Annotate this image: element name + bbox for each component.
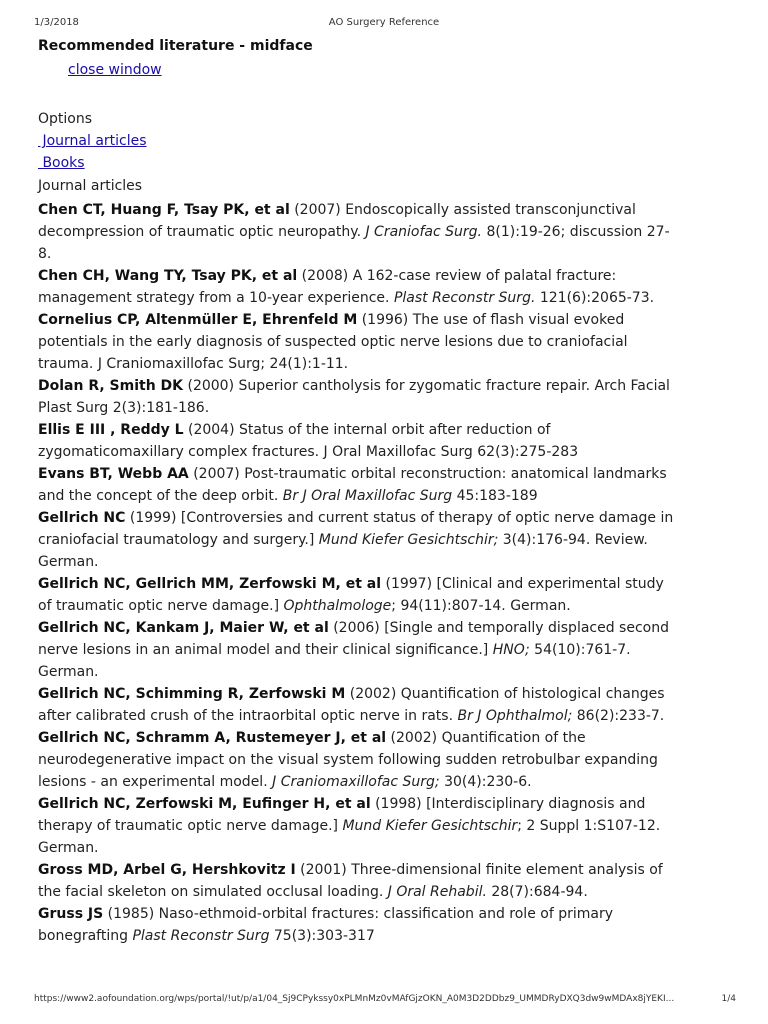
reference-authors: Gellrich NC, Schimming R, Zerfowski M (38, 686, 346, 702)
reference-authors: Gellrich NC (38, 510, 126, 526)
page-number: 1/4 (721, 994, 736, 1004)
reference-text: (2006) [Single and temporally displaced second nerve lesions in an animal model and their clinical significance.] (38, 620, 669, 658)
reference-item (38, 507, 680, 573)
reference-text: (2004) Status of the internal orbit after reduction of zygomaticomaxillary complex fractures. J Oral Maxillofac Surg 62(3):275-283 (38, 422, 579, 460)
reference-text: (1999) [Controversies and current status of therapy of optic nerve damage in craniofacial traumatology and surgery.] (38, 510, 674, 548)
reference-item (38, 617, 680, 683)
reference-authors: Chen CT, Huang F, Tsay PK, et al (38, 202, 290, 218)
reference-journal: J Craniomaxillofac Surg; (272, 774, 440, 790)
reference-item (38, 265, 680, 309)
reference-citation: 8(1):19-26; discussion 27-8. (38, 224, 670, 262)
reference-text: (2007) Post-traumatic orbital reconstruction: anatomical landmarks and the concept of the deep orbit. (38, 466, 667, 504)
journal-articles-link[interactable]: Journal articles (38, 133, 147, 149)
books-link[interactable]: Books (38, 155, 85, 171)
reference-item (38, 419, 680, 463)
reference-authors: Gruss JS (38, 906, 104, 922)
reference-journal: Mund Kiefer Gesichtschir (342, 818, 518, 834)
reference-citation: 3(4):176-94. Review. German. (38, 532, 648, 570)
reference-journal: Plast Reconstr Surg. (393, 290, 536, 306)
print-footer-url: https://www2.aofoundation.org/wps/portal/!ut/p/a1/04_Sj9CPykssy0xPLMnMz0vMAfGjzOKN_A0M3D2DDbz9_UMMDRyDXQ3dw9wMDAx8jYEKI... (34, 994, 675, 1004)
reference-journal: Br J Oral Maxillofac Surg (282, 488, 453, 504)
reference-text: (2007) Endoscopically assisted transconjunctival decompression of traumatic optic neuropathy. (38, 202, 636, 240)
print-header-title: AO Surgery Reference (328, 17, 440, 28)
print-date: 1/3/2018 (34, 17, 79, 28)
reference-item (38, 199, 680, 265)
reference-authors: Gross MD, Arbel G, Hershkovitz I (38, 862, 296, 878)
reference-text: (2000) Superior cantholysis for zygomatic fracture repair. Arch Facial Plast Surg 2(3):181-186. (38, 378, 670, 416)
reference-citation: 28(7):684-94. (486, 884, 588, 900)
reference-citation: 30(4):230-6. (439, 774, 532, 790)
reference-list (38, 199, 680, 947)
reference-authors: Chen CH, Wang TY, Tsay PK, et al (38, 268, 298, 284)
reference-citation: ; 94(11):807-14. German. (391, 598, 571, 614)
reference-item (38, 573, 680, 617)
page-title: Recommended literature - midface (38, 38, 313, 54)
options-label: Options (38, 111, 93, 127)
reference-citation: 75(3):303-317 (269, 928, 375, 944)
reference-authors: Gellrich NC, Kankam J, Maier W, et al (38, 620, 329, 636)
reference-journal: J Craniofac Surg. (365, 224, 482, 240)
section-heading: Journal articles (38, 178, 143, 194)
reference-authors: Gellrich NC, Schramm A, Rustemeyer J, et al (38, 730, 387, 746)
reference-authors: Cornelius CP, Altenmüller E, Ehrenfeld M (38, 312, 358, 328)
reference-item (38, 859, 680, 903)
reference-item (38, 463, 680, 507)
reference-item (38, 903, 680, 947)
reference-citation: 121(6):2065-73. (535, 290, 655, 306)
reference-citation: 45:183-189 (452, 488, 538, 504)
reference-text: (1997) [Clinical and experimental study of traumatic optic nerve damage.] (38, 576, 664, 614)
reference-authors: Gellrich NC, Gellrich MM, Zerfowski M, et al (38, 576, 382, 592)
reference-text: (2002) Quantification of the neurodegenerative impact on the visual system following sudden retrobulbar expanding lesions - an experimental model. (38, 730, 658, 790)
reference-citation: 86(2):233-7. (572, 708, 665, 724)
reference-journal: HNO; (492, 642, 530, 658)
reference-item (38, 309, 680, 375)
reference-item (38, 793, 680, 859)
reference-item (38, 727, 680, 793)
reference-citation: 54(10):761-7. German. (38, 642, 631, 680)
reference-journal: Ophthalmologe (283, 598, 392, 614)
reference-journal: J Oral Rehabil. (387, 884, 487, 900)
reference-text: (1998) [Interdisciplinary diagnosis and therapy of traumatic optic nerve damage.] (38, 796, 646, 834)
reference-authors: Evans BT, Webb AA (38, 466, 189, 482)
reference-journal: Plast Reconstr Surg (132, 928, 270, 944)
reference-text: (1985) Naso-ethmoid-orbital fractures: classification and role of primary bonegrafting (38, 906, 613, 944)
reference-item (38, 375, 680, 419)
close-window-link[interactable]: close window (68, 62, 162, 78)
reference-journal: Br J Ophthalmol; (457, 708, 573, 724)
reference-item (38, 683, 680, 727)
reference-journal: Mund Kiefer Gesichtschir; (318, 532, 499, 548)
reference-citation: ; 2 Suppl 1:S107-12. German. (38, 818, 661, 856)
reference-text: (2001) Three-dimensional finite element analysis of the facial skeleton on simulated occlusal loading. (38, 862, 663, 900)
reference-text: (2002) Quantification of histological changes after calibrated crush of the intraorbital optic nerve in rats. (38, 686, 665, 724)
reference-authors: Dolan R, Smith DK (38, 378, 184, 394)
reference-text: (2008) A 162-case review of palatal fracture: management strategy from a 10-year experience. (38, 268, 617, 306)
reference-authors: Gellrich NC, Zerfowski M, Eufinger H, et al (38, 796, 371, 812)
reference-text: (1996) The use of flash visual evoked potentials in the early diagnosis of suspected optic nerve lesions due to craniofacial trauma. J Craniomaxillofac Surg; 24(1):1-11. (38, 312, 628, 372)
reference-authors: Ellis E III , Reddy L (38, 422, 184, 438)
